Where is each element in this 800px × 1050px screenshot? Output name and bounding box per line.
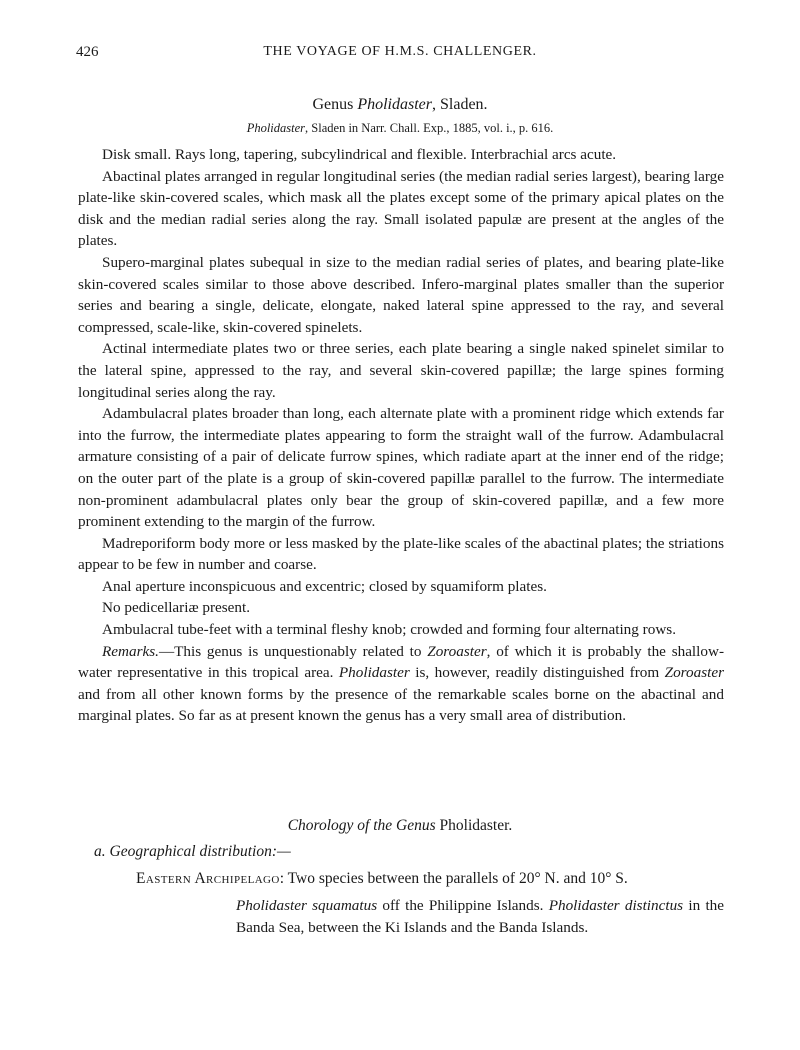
geographical-label-text: a. Geographical distribution:— <box>94 843 291 860</box>
remarks-label: Remarks. <box>102 642 159 660</box>
geographical-distribution-label <box>94 843 291 861</box>
paragraph-pedicellariae: No pedicellariæ present. <box>102 599 251 617</box>
paragraph-actinal: Actinal intermediate plates two or three series, each plate bearing a single naked spinelet similar to the lateral spine, appressed to the ray, and several skin-covered papillæ; the large spines forming longitudinal series along the ray. <box>78 340 724 401</box>
paragraph-tube-feet: Ambulacral tube-feet with a terminal fleshy knob; crowded and forming four alternating rows. <box>102 621 676 639</box>
chorology-title-italic: Chorology of the Genus <box>287 817 436 834</box>
page-number: 426 <box>76 44 99 60</box>
genus-name: Pholidaster <box>357 96 432 113</box>
remarks-text-2: , of which it is probably the shallow-water representative in this tropical area. <box>78 642 724 682</box>
paragraph-adambulacral: Adambulacral plates broader than long, each alternate plate with a prominent ridge which extends far into the furrow, the intermediate plates appearing to form the straight wall of the furrow. Adambulacral armature consisting of a pair of delicate furrow spines, which radiate apart at the inner end of the ridge; on the outer part of the plate is a group of skin-covered papillæ parallel to the furrow. The intermediate non-prominent adambulacral plates only bear the group of skin-covered papillæ, and a few more prominent extending to the margin of the furrow. <box>78 405 724 531</box>
chorology-title-name: Pholidaster. <box>435 817 513 834</box>
paragraph-anal: Anal aperture inconspicuous and excentric; closed by squamiform plates. <box>102 577 547 595</box>
genus-reference <box>0 121 800 136</box>
running-title: THE VOYAGE OF H.M.S. CHALLENGER. <box>263 44 537 59</box>
reference-genus: Pholidaster <box>246 121 306 135</box>
paragraph-abactinal: Abactinal plates arranged in regular longitudinal series (the median radial series largest), bearing large plate-like skin-covered scales, which mask all the plates except some of the primary apical plates on the disk and the median radial series along the ray. Small isolated papulæ are present at the angles of the plates. <box>78 167 724 250</box>
remarks-pholidaster: Pholidaster <box>338 664 410 682</box>
paragraph-remarks <box>78 641 724 727</box>
remarks-text-3: is, however, readily distinguished from <box>409 664 665 682</box>
remarks-zoroaster-2: Zoroaster <box>664 664 724 682</box>
species-2-name: Pholidaster distinctus <box>548 897 684 914</box>
species-1-text: off the Philippine Islands. <box>377 897 549 914</box>
paragraph-madreporiform: Madreporiform body more or less masked by the plate-like scales of the abactinal plates; the striations appear to be few in number and coarse. <box>78 534 724 574</box>
species-1-name: Pholidaster squamatus <box>236 897 378 914</box>
genus-heading <box>0 96 800 114</box>
chorology-heading <box>0 817 800 835</box>
paragraph-disk: Disk small. Rays long, tapering, subcylindrical and flexible. Interbrachial arcs acute. <box>102 146 617 163</box>
species-distribution <box>236 895 724 939</box>
region-name: Eastern Archipelago <box>136 870 280 887</box>
eastern-archipelago-line <box>136 870 628 888</box>
description-body <box>78 144 724 727</box>
genus-suffix: , Sladen. <box>432 96 488 113</box>
running-header <box>76 44 724 64</box>
remarks-text-4: and from all other known forms by the presence of the remarkable scales borne on the abactinal and marginal plates. So far as at present known the genus has a very small area of distribution. <box>78 685 724 725</box>
remarks-text-1: —This genus is unquestionably related to <box>158 642 428 660</box>
region-text: : Two species between the parallels of 20° N. and 10° S. <box>279 870 628 887</box>
paragraph-marginal: Supero-marginal plates subequal in size to the median radial series of plates, and bearing plate-like skin-covered scales similar to those above described. Infero-marginal plates smaller than the superior series and bearing a single, delicate, elongate, naked lateral spine appressed to the ray, and several compressed, scale-like, skin-covered spinelets. <box>78 253 724 336</box>
remarks-zoroaster-1: Zoroaster <box>427 642 487 660</box>
species-2-text: in the Banda Sea, between the Ki Islands and the Banda Islands. <box>236 897 724 936</box>
genus-prefix: Genus <box>312 96 358 113</box>
reference-text: , Sladen in Narr. Chall. Exp., 1885, vol. i., p. 616. <box>305 121 554 135</box>
